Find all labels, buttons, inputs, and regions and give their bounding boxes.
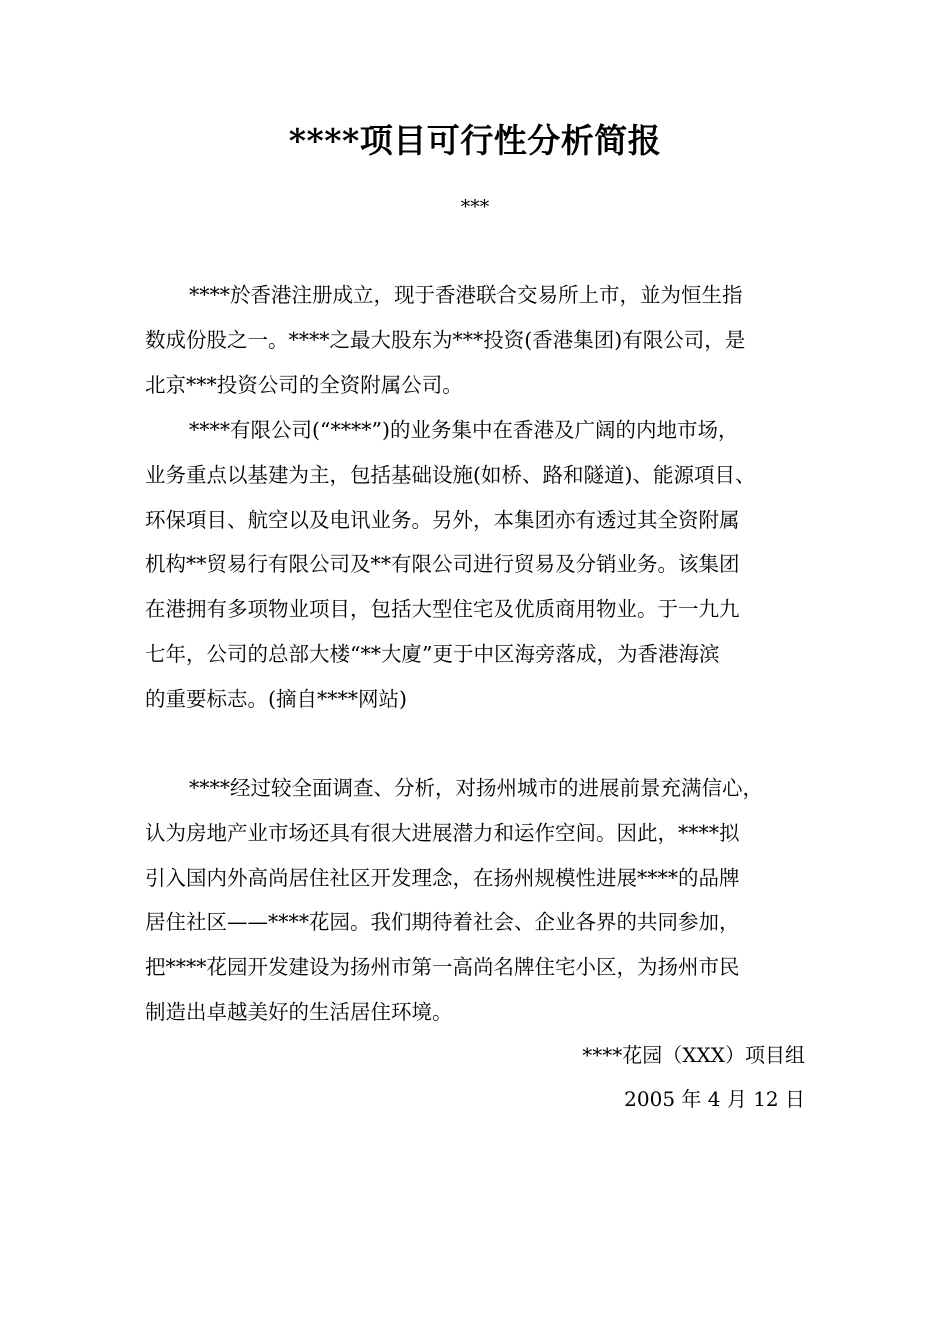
paragraph-line: 机构**贸易行有限公司及**有限公司进行贸易及分销业务。该集团 xyxy=(145,552,740,577)
paragraph-line: 环保項目、航空以及电讯业务。另外，本集团亦有透过其全资附属 xyxy=(145,507,740,532)
paragraph-line: 七年，公司的总部大楼“**大廈”更于中区海旁落成，为香港海滨 xyxy=(145,641,720,666)
paragraph-line: 的重要标志。(摘自****网站) xyxy=(145,686,407,711)
signature-organization: ****花园（XXX）项目组 xyxy=(582,1043,805,1067)
paragraph-project-plan xyxy=(145,766,825,1035)
paragraph-business-scope xyxy=(145,408,825,722)
paragraph-line: 在港拥有多项物业项目，包括大型住宅及优质商用物业。于一九九 xyxy=(145,597,740,622)
paragraph-line: 认为房地产业市场还具有很大进展潜力和运作空间。因此，****拟 xyxy=(145,820,740,845)
document-title: ****项目可行性分析简报 xyxy=(288,121,662,160)
paragraph-line: 居住社区——****花园。我们期待着社会、企业各界的共同参加， xyxy=(145,910,740,935)
paragraph-company-intro xyxy=(145,273,825,407)
paragraph-line: ****有限公司(“****”)的业务集中在香港及广阔的内地市场， xyxy=(189,418,739,442)
paragraph-line: 把****花园开发建设为扬州市第一高尚名牌住宅小区，为扬州市民 xyxy=(145,955,740,980)
paragraph-line: ****於香港注册成立，现于香港联合交易所上市，並为恒生指 xyxy=(189,283,743,307)
signature-date: 2005 年 4 月 12 日 xyxy=(624,1087,805,1111)
paragraph-line: ****经过较全面调查、分析，对扬州城市的进展前景充满信心， xyxy=(189,776,763,800)
paragraph-line: 业务重点以基建为主，包括基础设施(如桥、路和隧道)、能源項目、 xyxy=(145,462,756,487)
paragraph-line: 引入国内外高尚居住社区开发理念，在扬州规模性进展****的品牌 xyxy=(145,865,740,890)
paragraph-line: 制造出卓越美好的生活居住环境。 xyxy=(145,999,453,1024)
paragraph-line: 北京***投资公司的全资附属公司。 xyxy=(145,372,463,397)
document-author: *** xyxy=(460,196,490,218)
paragraph-line: 数成份股之一。****之最大股东为***投资(香港集团)有限公司，是 xyxy=(145,327,746,352)
